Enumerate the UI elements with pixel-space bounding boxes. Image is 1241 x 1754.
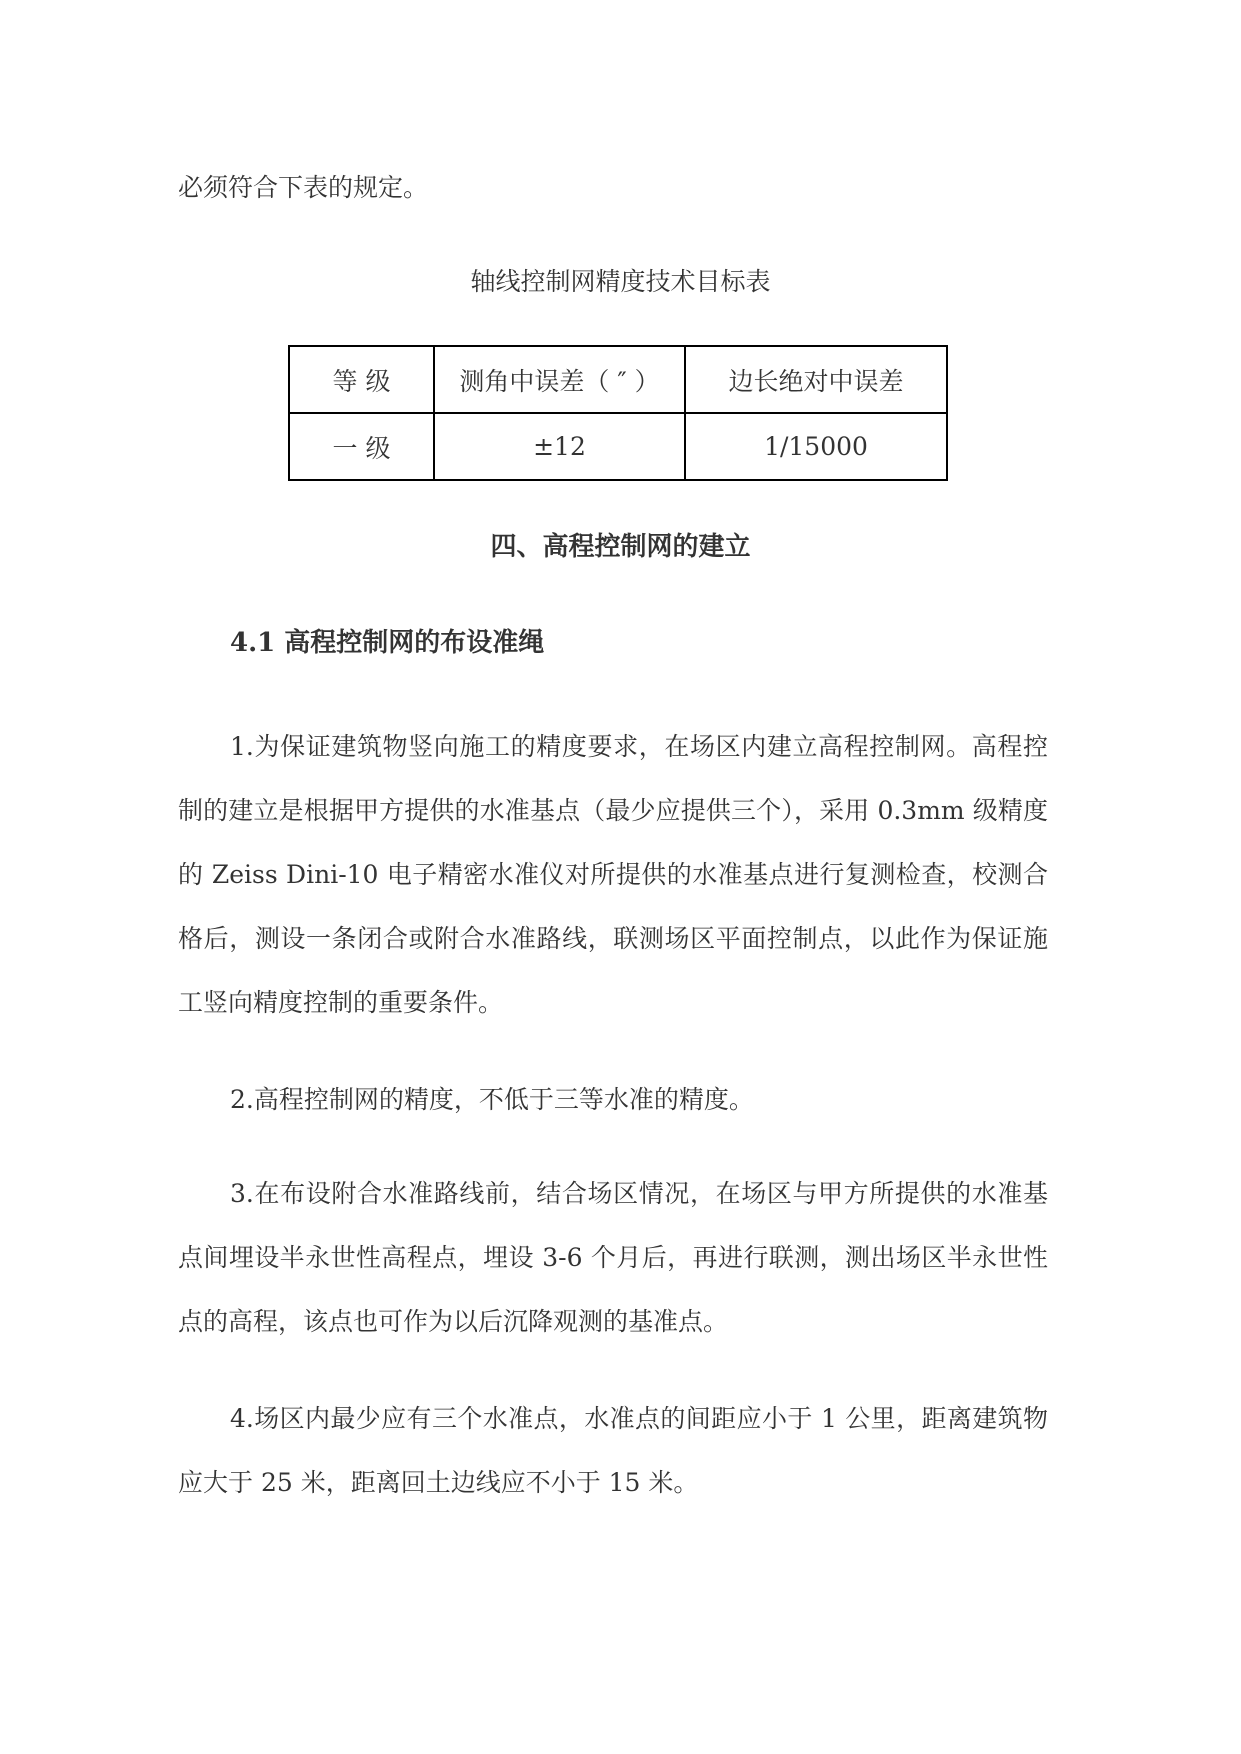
paragraph-4: 4.场区内最少应有三个水准点，水准点的间距应小于 1 公里，距离建筑物应大于 25 米，距离回土边线应不小于 15 米。 [178, 1404, 1048, 1497]
table-row [289, 413, 947, 480]
header-cell-grade: 等 级 [289, 346, 434, 413]
table-cell: 一 级 [289, 413, 434, 480]
table-caption: 轴线控制网精度技术目标表 [470, 267, 771, 296]
precision-table [288, 345, 948, 481]
table-cell: 1/15000 [685, 413, 947, 480]
table-header-row [289, 346, 947, 413]
paragraph-2: 2.高程控制网的精度，不低于三等水准的精度。 [230, 1085, 754, 1114]
header-cell-side-error: 边长绝对中误差 [685, 346, 947, 413]
table-cell: ±12 [434, 413, 685, 480]
paragraph-1: 1.为保证建筑物竖向施工的精度要求，在场区内建立高程控制网。高程控制的建立是根据甲方提供的水准基点（最少应提供三个），采用 0.3mm 级精度的 Zeiss Dini-10 电子精密水准仪对所提供的水准基点进行复测检查，校测合格后，测设一条闭合或附合水准路线，联测场区平面控制点，以此作为保证施工竖向精度控制的重要条件。 [178, 732, 1048, 1017]
section-heading: 四、高程控制网的建立 [490, 532, 751, 562]
header-cell-angle-error: 测角中误差（ ″ ） [434, 346, 685, 413]
paragraph-3: 3.在布设附合水准路线前，结合场区情况，在场区与甲方所提供的水准基点间埋设半永世性高程点，埋设 3-6 个月后，再进行联测，测出场区半永世性点的高程，该点也可作为以后沉降观测的基准点。 [178, 1179, 1048, 1336]
subsection-heading: 4.1 高程控制网的布设准绳 [230, 628, 545, 658]
intro-text: 必须符合下表的规定。 [178, 173, 429, 202]
